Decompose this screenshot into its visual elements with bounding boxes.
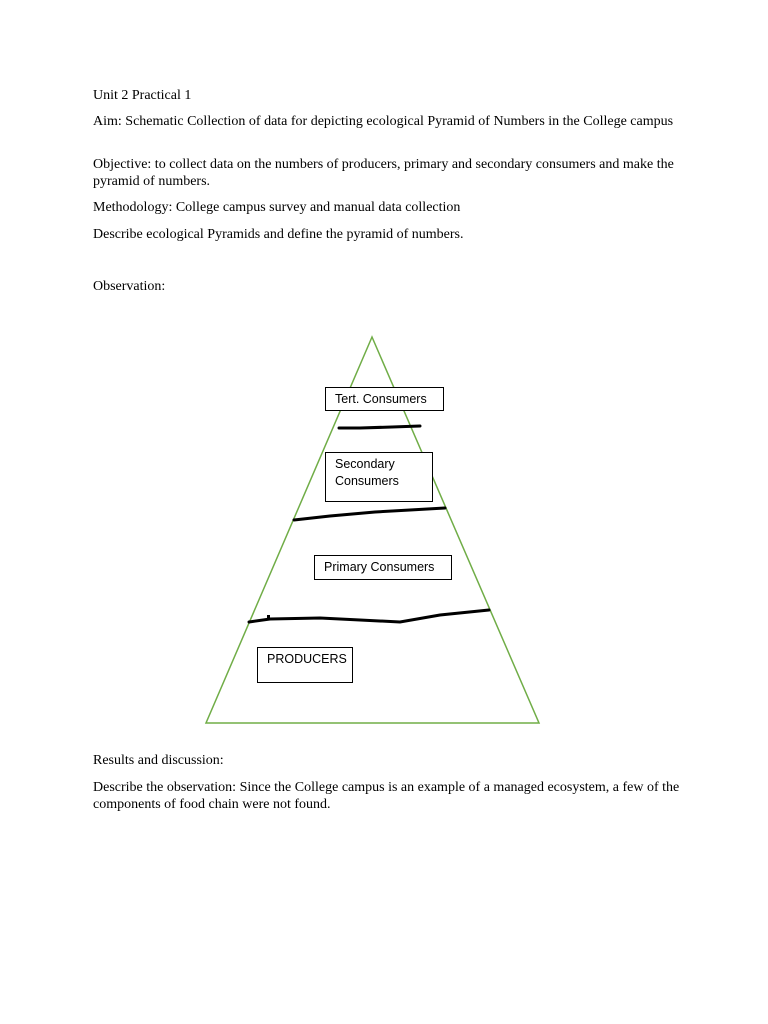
producers-label: PRODUCERS (267, 652, 347, 666)
objective-paragraph: Objective: to collect data on the numbers of producers, primary and secondary consumers and make the pyramid of numbers. (93, 157, 674, 189)
divider-line-middle (294, 508, 445, 520)
describe-paragraph: Describe ecological Pyramids and define the pyramid of numbers. (93, 227, 464, 242)
secondary-consumers-box (325, 452, 433, 502)
tertiary-consumers-box (325, 387, 444, 411)
methodology-paragraph: Methodology: College campus survey and manual data collection (93, 200, 461, 215)
results-paragraph: Describe the observation: Since the College campus is an example of a managed ecosystem, a few of the components of food chain were not found. (93, 780, 680, 812)
primary-consumers-box (314, 555, 452, 580)
ink-dot (267, 615, 270, 618)
divider-line-bottom (249, 610, 489, 622)
primary-consumers-label: Primary Consumers (324, 560, 435, 574)
divider-line-top (339, 426, 420, 428)
secondary-consumers-label-line2: Consumers (335, 474, 399, 488)
aim-paragraph: Aim: Schematic Collection of data for depicting ecological Pyramid of Numbers in the College campus (93, 114, 674, 129)
results-heading: Results and discussion: (93, 753, 224, 768)
document-title: Unit 2 Practical 1 (93, 88, 192, 103)
tertiary-consumers-label: Tert. Consumers (335, 392, 427, 406)
secondary-consumers-label-line1: Secondary (335, 457, 395, 471)
observation-heading: Observation: (93, 279, 166, 294)
producers-box (257, 647, 353, 683)
